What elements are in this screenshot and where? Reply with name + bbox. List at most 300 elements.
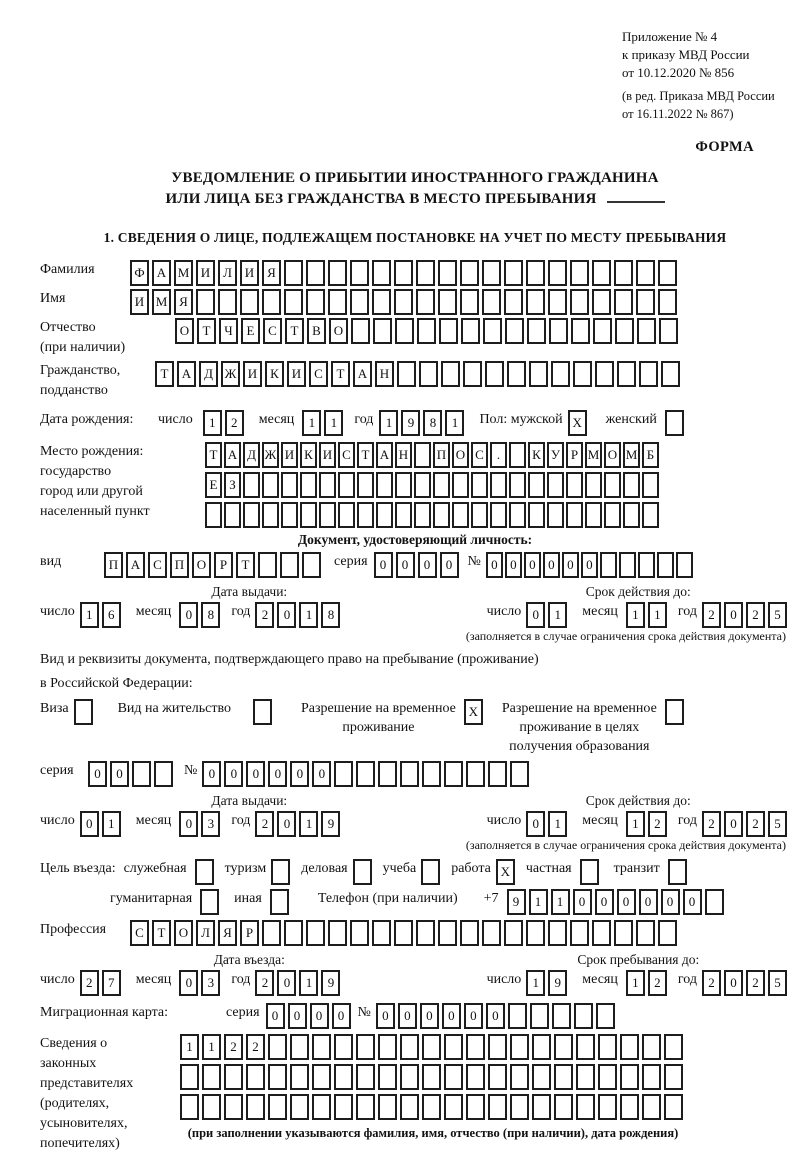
char-cell[interactable] xyxy=(202,1094,221,1120)
char-cell[interactable]: У xyxy=(547,442,564,468)
char-cell[interactable] xyxy=(636,920,655,946)
sex-male-checkbox[interactable]: X xyxy=(568,410,587,436)
char-cell[interactable] xyxy=(614,289,633,315)
char-cell[interactable] xyxy=(596,1003,615,1029)
char-cell[interactable] xyxy=(620,1094,639,1120)
char-cell[interactable]: 2 xyxy=(246,1034,265,1060)
char-cell[interactable]: 2 xyxy=(648,811,667,837)
char-cell[interactable] xyxy=(598,1034,617,1060)
char-cell[interactable] xyxy=(488,1094,507,1120)
char-cell[interactable] xyxy=(246,1064,265,1090)
char-cell[interactable]: 0 xyxy=(573,889,592,915)
char-cell[interactable] xyxy=(280,552,299,578)
char-cell[interactable]: В xyxy=(307,318,326,344)
char-cell[interactable]: 8 xyxy=(201,602,220,628)
char-cell[interactable] xyxy=(526,920,545,946)
purpose-work-checkbox[interactable]: X xyxy=(496,859,515,885)
purpose-other-checkbox[interactable] xyxy=(270,889,289,915)
char-cell[interactable]: 0 xyxy=(595,889,614,915)
char-cell[interactable] xyxy=(483,318,502,344)
char-cell[interactable]: 1 xyxy=(548,602,567,628)
char-cell[interactable] xyxy=(595,361,614,387)
char-cell[interactable]: 0 xyxy=(266,1003,285,1029)
char-cell[interactable]: 1 xyxy=(626,811,645,837)
char-cell[interactable] xyxy=(154,761,173,787)
char-cell[interactable] xyxy=(202,1064,221,1090)
char-cell[interactable]: Р xyxy=(566,442,583,468)
char-cell[interactable]: 9 xyxy=(548,970,567,996)
char-cell[interactable] xyxy=(461,318,480,344)
char-cell[interactable] xyxy=(548,920,567,946)
char-cell[interactable] xyxy=(400,761,419,787)
edu-permit-checkbox[interactable] xyxy=(665,699,684,725)
char-cell[interactable] xyxy=(357,472,374,498)
char-cell[interactable] xyxy=(350,289,369,315)
char-cell[interactable]: Р xyxy=(240,920,259,946)
char-cell[interactable]: 0 xyxy=(486,1003,505,1029)
char-cell[interactable] xyxy=(659,318,678,344)
char-cell[interactable] xyxy=(328,289,347,315)
char-cell[interactable]: 1 xyxy=(626,970,645,996)
char-cell[interactable] xyxy=(554,1094,573,1120)
char-cell[interactable]: 9 xyxy=(507,889,526,915)
temp-permit-checkbox[interactable]: X xyxy=(464,699,483,725)
char-cell[interactable] xyxy=(547,502,564,528)
char-cell[interactable]: 6 xyxy=(102,602,121,628)
char-cell[interactable] xyxy=(604,502,621,528)
char-cell[interactable]: А xyxy=(126,552,145,578)
char-cell[interactable] xyxy=(416,260,435,286)
char-cell[interactable]: Ф xyxy=(130,260,149,286)
char-cell[interactable]: 2 xyxy=(255,970,274,996)
char-cell[interactable]: Б xyxy=(642,442,659,468)
char-cell[interactable]: 0 xyxy=(277,602,296,628)
char-cell[interactable]: 1 xyxy=(648,602,667,628)
char-cell[interactable] xyxy=(414,442,431,468)
char-cell[interactable] xyxy=(400,1064,419,1090)
char-cell[interactable]: Д xyxy=(243,442,260,468)
visa-checkbox[interactable] xyxy=(74,699,93,725)
char-cell[interactable]: 0 xyxy=(464,1003,483,1029)
char-cell[interactable] xyxy=(528,502,545,528)
char-cell[interactable] xyxy=(319,502,336,528)
char-cell[interactable]: 1 xyxy=(299,602,318,628)
char-cell[interactable] xyxy=(372,920,391,946)
char-cell[interactable] xyxy=(224,1094,243,1120)
char-cell[interactable] xyxy=(334,1034,353,1060)
char-cell[interactable] xyxy=(592,920,611,946)
char-cell[interactable] xyxy=(281,502,298,528)
char-cell[interactable] xyxy=(530,1003,549,1029)
char-cell[interactable] xyxy=(636,260,655,286)
char-cell[interactable] xyxy=(433,502,450,528)
char-cell[interactable]: 0 xyxy=(398,1003,417,1029)
char-cell[interactable]: 1 xyxy=(626,602,645,628)
char-cell[interactable] xyxy=(290,1094,309,1120)
char-cell[interactable]: Т xyxy=(331,361,350,387)
char-cell[interactable] xyxy=(378,1064,397,1090)
char-cell[interactable] xyxy=(246,1094,265,1120)
char-cell[interactable] xyxy=(585,502,602,528)
char-cell[interactable]: Т xyxy=(152,920,171,946)
char-cell[interactable] xyxy=(504,920,523,946)
char-cell[interactable] xyxy=(529,361,548,387)
char-cell[interactable]: 7 xyxy=(102,970,121,996)
char-cell[interactable] xyxy=(623,472,640,498)
char-cell[interactable] xyxy=(306,289,325,315)
char-cell[interactable] xyxy=(397,361,416,387)
char-cell[interactable] xyxy=(490,472,507,498)
char-cell[interactable] xyxy=(416,920,435,946)
char-cell[interactable] xyxy=(664,1034,683,1060)
char-cell[interactable]: 0 xyxy=(526,602,545,628)
char-cell[interactable] xyxy=(510,1064,529,1090)
char-cell[interactable] xyxy=(262,502,279,528)
char-cell[interactable] xyxy=(460,920,479,946)
char-cell[interactable] xyxy=(490,502,507,528)
char-cell[interactable]: С xyxy=(130,920,149,946)
char-cell[interactable]: 5 xyxy=(768,602,787,628)
char-cell[interactable]: 2 xyxy=(746,811,765,837)
char-cell[interactable]: Л xyxy=(196,920,215,946)
char-cell[interactable]: З xyxy=(224,472,241,498)
char-cell[interactable] xyxy=(637,318,656,344)
char-cell[interactable] xyxy=(205,502,222,528)
char-cell[interactable] xyxy=(614,260,633,286)
char-cell[interactable]: 2 xyxy=(702,602,721,628)
char-cell[interactable] xyxy=(290,1064,309,1090)
char-cell[interactable]: 0 xyxy=(310,1003,329,1029)
char-cell[interactable]: К xyxy=(528,442,545,468)
char-cell[interactable] xyxy=(356,761,375,787)
char-cell[interactable] xyxy=(566,502,583,528)
char-cell[interactable] xyxy=(532,1034,551,1060)
char-cell[interactable] xyxy=(664,1064,683,1090)
char-cell[interactable] xyxy=(438,289,457,315)
char-cell[interactable]: 0 xyxy=(288,1003,307,1029)
char-cell[interactable]: 0 xyxy=(179,811,198,837)
char-cell[interactable] xyxy=(196,289,215,315)
char-cell[interactable]: И xyxy=(240,260,259,286)
char-cell[interactable]: 0 xyxy=(581,552,598,578)
char-cell[interactable] xyxy=(623,502,640,528)
char-cell[interactable]: 0 xyxy=(246,761,265,787)
char-cell[interactable]: 0 xyxy=(332,1003,351,1029)
char-cell[interactable]: С xyxy=(309,361,328,387)
char-cell[interactable] xyxy=(570,260,589,286)
char-cell[interactable]: 5 xyxy=(768,970,787,996)
char-cell[interactable] xyxy=(554,1034,573,1060)
char-cell[interactable] xyxy=(642,1034,661,1060)
char-cell[interactable]: Т xyxy=(357,442,374,468)
char-cell[interactable] xyxy=(376,502,393,528)
char-cell[interactable] xyxy=(378,1094,397,1120)
char-cell[interactable]: О xyxy=(604,442,621,468)
char-cell[interactable] xyxy=(444,761,463,787)
char-cell[interactable]: 1 xyxy=(551,889,570,915)
char-cell[interactable]: 1 xyxy=(302,410,321,436)
char-cell[interactable] xyxy=(620,1034,639,1060)
char-cell[interactable]: М xyxy=(152,289,171,315)
char-cell[interactable] xyxy=(574,1003,593,1029)
char-cell[interactable]: И xyxy=(319,442,336,468)
char-cell[interactable]: О xyxy=(174,920,193,946)
char-cell[interactable]: 2 xyxy=(702,811,721,837)
char-cell[interactable]: А xyxy=(224,442,241,468)
char-cell[interactable] xyxy=(642,1064,661,1090)
char-cell[interactable]: Д xyxy=(199,361,218,387)
char-cell[interactable]: 0 xyxy=(376,1003,395,1029)
char-cell[interactable] xyxy=(302,552,321,578)
char-cell[interactable] xyxy=(661,361,680,387)
char-cell[interactable]: 0 xyxy=(524,552,541,578)
char-cell[interactable]: Т xyxy=(236,552,255,578)
char-cell[interactable] xyxy=(573,361,592,387)
char-cell[interactable] xyxy=(617,361,636,387)
char-cell[interactable] xyxy=(508,1003,527,1029)
char-cell[interactable] xyxy=(356,1034,375,1060)
char-cell[interactable] xyxy=(509,442,526,468)
char-cell[interactable] xyxy=(510,761,529,787)
char-cell[interactable]: 0 xyxy=(110,761,129,787)
char-cell[interactable] xyxy=(576,1064,595,1090)
char-cell[interactable]: 0 xyxy=(420,1003,439,1029)
char-cell[interactable]: 3 xyxy=(201,970,220,996)
char-cell[interactable]: 0 xyxy=(639,889,658,915)
char-cell[interactable]: 0 xyxy=(202,761,221,787)
char-cell[interactable] xyxy=(548,289,567,315)
char-cell[interactable]: П xyxy=(104,552,123,578)
char-cell[interactable]: 0 xyxy=(683,889,702,915)
char-cell[interactable] xyxy=(510,1094,529,1120)
char-cell[interactable]: 1 xyxy=(299,811,318,837)
char-cell[interactable] xyxy=(262,289,281,315)
char-cell[interactable]: 8 xyxy=(321,602,340,628)
char-cell[interactable] xyxy=(598,1094,617,1120)
char-cell[interactable] xyxy=(218,289,237,315)
char-cell[interactable]: 2 xyxy=(255,811,274,837)
char-cell[interactable]: 0 xyxy=(277,811,296,837)
char-cell[interactable]: К xyxy=(300,442,317,468)
char-cell[interactable]: 0 xyxy=(526,811,545,837)
char-cell[interactable] xyxy=(471,502,488,528)
char-cell[interactable]: 1 xyxy=(80,602,99,628)
char-cell[interactable]: М xyxy=(174,260,193,286)
char-cell[interactable] xyxy=(373,318,392,344)
char-cell[interactable]: И xyxy=(130,289,149,315)
char-cell[interactable] xyxy=(268,1064,287,1090)
char-cell[interactable] xyxy=(604,472,621,498)
char-cell[interactable]: Н xyxy=(395,442,412,468)
purpose-tourism-checkbox[interactable] xyxy=(271,859,290,885)
char-cell[interactable] xyxy=(549,318,568,344)
char-cell[interactable] xyxy=(642,472,659,498)
char-cell[interactable]: Я xyxy=(174,289,193,315)
char-cell[interactable] xyxy=(510,1034,529,1060)
char-cell[interactable]: 1 xyxy=(529,889,548,915)
residence-permit-checkbox[interactable] xyxy=(253,699,272,725)
char-cell[interactable]: . xyxy=(490,442,507,468)
char-cell[interactable] xyxy=(444,1094,463,1120)
char-cell[interactable] xyxy=(488,1064,507,1090)
char-cell[interactable]: 1 xyxy=(548,811,567,837)
char-cell[interactable] xyxy=(300,472,317,498)
char-cell[interactable]: 1 xyxy=(324,410,343,436)
char-cell[interactable]: 1 xyxy=(202,1034,221,1060)
char-cell[interactable] xyxy=(180,1094,199,1120)
char-cell[interactable] xyxy=(422,1034,441,1060)
char-cell[interactable] xyxy=(444,1034,463,1060)
char-cell[interactable] xyxy=(505,318,524,344)
char-cell[interactable] xyxy=(636,289,655,315)
char-cell[interactable]: О xyxy=(175,318,194,344)
char-cell[interactable] xyxy=(570,920,589,946)
char-cell[interactable] xyxy=(598,1064,617,1090)
char-cell[interactable]: А xyxy=(152,260,171,286)
char-cell[interactable] xyxy=(600,552,617,578)
char-cell[interactable] xyxy=(395,318,414,344)
char-cell[interactable]: Л xyxy=(218,260,237,286)
char-cell[interactable] xyxy=(414,472,431,498)
char-cell[interactable] xyxy=(547,472,564,498)
char-cell[interactable] xyxy=(300,502,317,528)
char-cell[interactable] xyxy=(378,1034,397,1060)
char-cell[interactable]: Ж xyxy=(262,442,279,468)
char-cell[interactable]: А xyxy=(376,442,393,468)
char-cell[interactable] xyxy=(438,260,457,286)
char-cell[interactable]: 0 xyxy=(724,811,743,837)
char-cell[interactable]: 1 xyxy=(299,970,318,996)
char-cell[interactable] xyxy=(460,289,479,315)
char-cell[interactable]: С xyxy=(471,442,488,468)
char-cell[interactable]: 1 xyxy=(102,811,121,837)
char-cell[interactable] xyxy=(422,761,441,787)
char-cell[interactable]: 0 xyxy=(724,602,743,628)
char-cell[interactable] xyxy=(400,1094,419,1120)
char-cell[interactable]: Е xyxy=(241,318,260,344)
char-cell[interactable]: А xyxy=(177,361,196,387)
char-cell[interactable] xyxy=(224,502,241,528)
char-cell[interactable] xyxy=(328,920,347,946)
char-cell[interactable] xyxy=(642,1094,661,1120)
char-cell[interactable] xyxy=(592,289,611,315)
char-cell[interactable] xyxy=(422,1064,441,1090)
char-cell[interactable] xyxy=(642,502,659,528)
char-cell[interactable] xyxy=(394,920,413,946)
char-cell[interactable] xyxy=(554,1064,573,1090)
char-cell[interactable] xyxy=(268,1094,287,1120)
char-cell[interactable] xyxy=(444,1064,463,1090)
char-cell[interactable]: И xyxy=(287,361,306,387)
char-cell[interactable]: К xyxy=(265,361,284,387)
char-cell[interactable] xyxy=(509,502,526,528)
char-cell[interactable] xyxy=(452,472,469,498)
char-cell[interactable] xyxy=(532,1094,551,1120)
char-cell[interactable]: 0 xyxy=(179,970,198,996)
char-cell[interactable]: 0 xyxy=(179,602,198,628)
char-cell[interactable] xyxy=(466,1034,485,1060)
char-cell[interactable] xyxy=(482,920,501,946)
char-cell[interactable] xyxy=(471,472,488,498)
char-cell[interactable]: 5 xyxy=(768,811,787,837)
char-cell[interactable] xyxy=(284,920,303,946)
char-cell[interactable] xyxy=(132,761,151,787)
char-cell[interactable]: 0 xyxy=(486,552,503,578)
char-cell[interactable] xyxy=(328,260,347,286)
char-cell[interactable] xyxy=(395,502,412,528)
char-cell[interactable] xyxy=(334,1064,353,1090)
purpose-humanitarian-checkbox[interactable] xyxy=(200,889,219,915)
char-cell[interactable] xyxy=(224,1064,243,1090)
char-cell[interactable] xyxy=(376,472,393,498)
char-cell[interactable]: П xyxy=(433,442,450,468)
char-cell[interactable] xyxy=(312,1094,331,1120)
char-cell[interactable] xyxy=(658,920,677,946)
char-cell[interactable] xyxy=(357,502,374,528)
char-cell[interactable]: 0 xyxy=(277,970,296,996)
char-cell[interactable] xyxy=(551,361,570,387)
char-cell[interactable]: П xyxy=(170,552,189,578)
char-cell[interactable] xyxy=(419,361,438,387)
char-cell[interactable]: 1 xyxy=(526,970,545,996)
char-cell[interactable] xyxy=(570,289,589,315)
char-cell[interactable] xyxy=(482,289,501,315)
char-cell[interactable] xyxy=(351,318,370,344)
purpose-business-checkbox[interactable] xyxy=(195,859,214,885)
char-cell[interactable]: 0 xyxy=(80,811,99,837)
char-cell[interactable] xyxy=(338,472,355,498)
char-cell[interactable]: Т xyxy=(285,318,304,344)
char-cell[interactable] xyxy=(262,472,279,498)
char-cell[interactable]: 0 xyxy=(290,761,309,787)
char-cell[interactable] xyxy=(620,1064,639,1090)
char-cell[interactable] xyxy=(319,472,336,498)
char-cell[interactable] xyxy=(433,472,450,498)
purpose-transit-checkbox[interactable] xyxy=(668,859,687,885)
char-cell[interactable] xyxy=(306,260,325,286)
char-cell[interactable] xyxy=(571,318,590,344)
purpose-study-checkbox[interactable] xyxy=(421,859,440,885)
char-cell[interactable]: Е xyxy=(205,472,222,498)
char-cell[interactable]: О xyxy=(329,318,348,344)
char-cell[interactable] xyxy=(566,472,583,498)
char-cell[interactable] xyxy=(658,289,677,315)
char-cell[interactable] xyxy=(705,889,724,915)
char-cell[interactable]: 2 xyxy=(746,602,765,628)
char-cell[interactable] xyxy=(372,260,391,286)
char-cell[interactable] xyxy=(262,920,281,946)
char-cell[interactable] xyxy=(592,260,611,286)
char-cell[interactable]: Ч xyxy=(219,318,238,344)
char-cell[interactable]: Т xyxy=(155,361,174,387)
char-cell[interactable] xyxy=(395,472,412,498)
char-cell[interactable] xyxy=(268,1034,287,1060)
char-cell[interactable] xyxy=(180,1064,199,1090)
char-cell[interactable] xyxy=(657,552,674,578)
char-cell[interactable] xyxy=(619,552,636,578)
char-cell[interactable] xyxy=(527,318,546,344)
char-cell[interactable] xyxy=(284,260,303,286)
char-cell[interactable]: 9 xyxy=(401,410,420,436)
char-cell[interactable] xyxy=(290,1034,309,1060)
char-cell[interactable]: И xyxy=(243,361,262,387)
char-cell[interactable]: Р xyxy=(214,552,233,578)
char-cell[interactable] xyxy=(240,289,259,315)
char-cell[interactable] xyxy=(488,1034,507,1060)
char-cell[interactable] xyxy=(528,472,545,498)
char-cell[interactable] xyxy=(585,472,602,498)
char-cell[interactable]: И xyxy=(196,260,215,286)
